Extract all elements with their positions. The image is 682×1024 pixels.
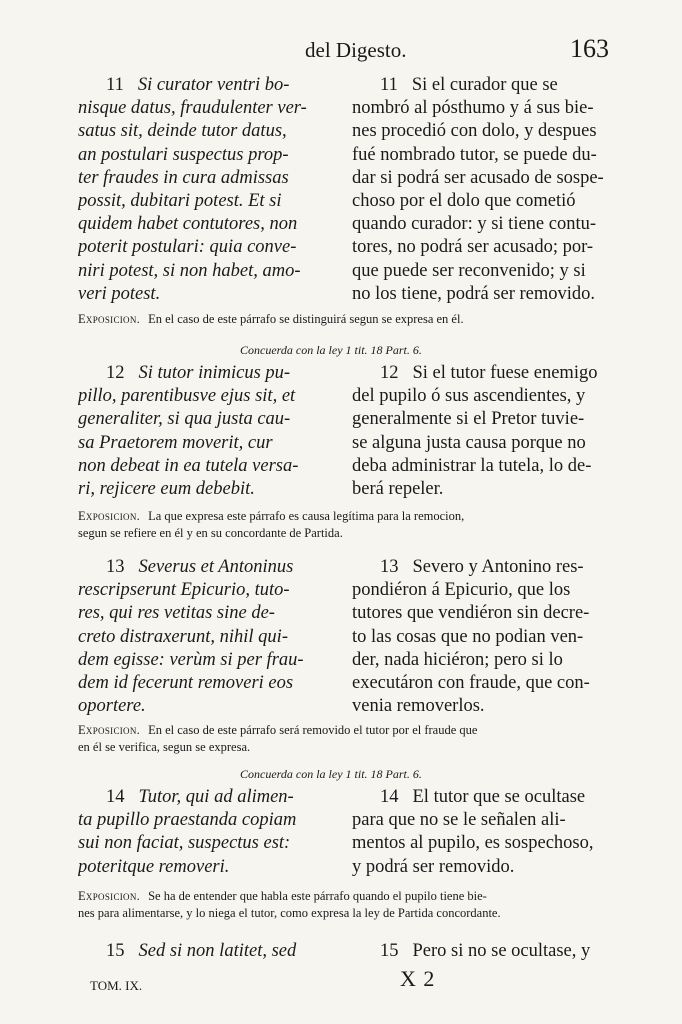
volume-label: TOM. IX. <box>90 978 143 993</box>
paragraph-number: 13 <box>380 557 399 577</box>
exposicion-label: Exposicion. <box>78 312 141 326</box>
exposicion-13: Exposicion. En el caso de este párrafo será removido el tutor por el fraude que en él se verifica, segun se expresa. <box>78 723 478 754</box>
page-number: 163 <box>570 34 609 63</box>
running-header <box>0 30 682 70</box>
exposicion-14: Exposicion. Se ha de entender que habla este párrafo quando el pupilo tiene bie- nes para alimentarse, y lo niega el tutor, como expresa la ley de Partida concordante. <box>78 889 501 920</box>
exposicion-label: Exposicion. <box>78 509 141 523</box>
paragraph-number: 14 <box>380 787 399 807</box>
paragraph-14 <box>78 786 610 880</box>
running-title: del Digesto. <box>305 38 407 62</box>
latin-text: 15 Sed si non latitet, sed <box>78 940 334 963</box>
spanish-text: 12 Si el tutor fuese enemigo del pupilo ó sus ascendientes, y generalmente si el Pretor tuvie- se alguna justa causa porque no deba administrar la tutela, lo de- berá repeler. <box>352 363 598 500</box>
latin-text: 13 Severus et Antoninus rescripserunt Epicurio, tuto- res, qui res vetitas sine de- creto distraxerunt, nihil qui- dem egisse: verùm si per frau- dem id fecerunt removeri eos oportere. <box>78 557 304 717</box>
paragraph-number: 15 <box>380 941 399 961</box>
concordancia: Concuerda con la ley 1 tit. 18 Part. 6. <box>240 767 422 781</box>
paragraph-number: 15 <box>106 941 125 961</box>
paragraph-number: 12 <box>106 363 125 383</box>
latin-text: 14 Tutor, qui ad alimen- ta pupillo praestanda copiam sui non faciat, suspectus est: poteritque removeri. <box>78 787 297 877</box>
paragraph-11 <box>78 74 610 306</box>
signature-mark: X 2 <box>400 966 436 991</box>
paragraph-15 <box>78 940 610 966</box>
spanish-text: 15 Pero si no se ocultase, y <box>352 940 614 963</box>
concordancia: Concuerda con la ley 1 tit. 18 Part. 6. <box>240 343 422 357</box>
paragraph-12 <box>78 362 610 502</box>
spanish-text: 13 Severo y Antonino res- pondiéron á Epicurio, que los tutores que vendiéron sin decre- to las cosas que no podian ven- der, nada hiciéron; pero si lo executáron con fraude, que con- venia removerlos. <box>352 557 590 717</box>
paragraph-number: 12 <box>380 363 399 383</box>
latin-text: 12 Si tutor inimicus pu- pillo, parentibusve ejus sit, et generaliter, si qua justa cau- sa Praetorem moverit, cur non debeat in ea tutela versa- ri, rejicere eum debebit. <box>78 363 299 500</box>
exposicion-label: Exposicion. <box>78 889 141 903</box>
paragraph-number: 11 <box>380 75 398 95</box>
exposicion-12: Exposicion. La que expresa este párrafo es causa legítima para la remocion, segun se refiere en él y en su concordante de Partida. <box>78 509 465 540</box>
paragraph-number: 13 <box>106 557 125 577</box>
paragraph-number: 11 <box>106 75 124 95</box>
paragraph-13 <box>78 556 610 720</box>
paragraph-number: 14 <box>106 787 125 807</box>
latin-text: 11 Si curator ventri bo- nisque datus, fraudulenter ver- satus sit, deinde tutor datus, an postulari suspectus prop- ter fraudes in cura admissas possit, dubitari potest. Et si quidem habet contutores, non poterit postulari: quia conve- niri potest, si non habet, amo- veri potest. <box>78 75 307 304</box>
spanish-text: 14 El tutor que se ocultase para que no se le señalen ali- mentos al pupilo, es sospechoso, y podrá ser removido. <box>352 787 594 877</box>
exposicion-label: Exposicion. <box>78 723 141 737</box>
exposicion-11: Exposicion. En el caso de este párrafo se distinguirá segun se expresa en él. <box>78 312 464 326</box>
spanish-text: 11 Si el curador que se nombró al pósthumo y á sus bie- nes procedió con dolo, y despues fué nombrado tutor, se puede du- dar si podrá ser acusado de sospe- choso por el dolo que cometió quando curador: y si tiene contu- tores, no podrá ser acusado; por- que puede ser reconvenido; y si no los tiene, podrá ser removido. <box>352 75 604 304</box>
